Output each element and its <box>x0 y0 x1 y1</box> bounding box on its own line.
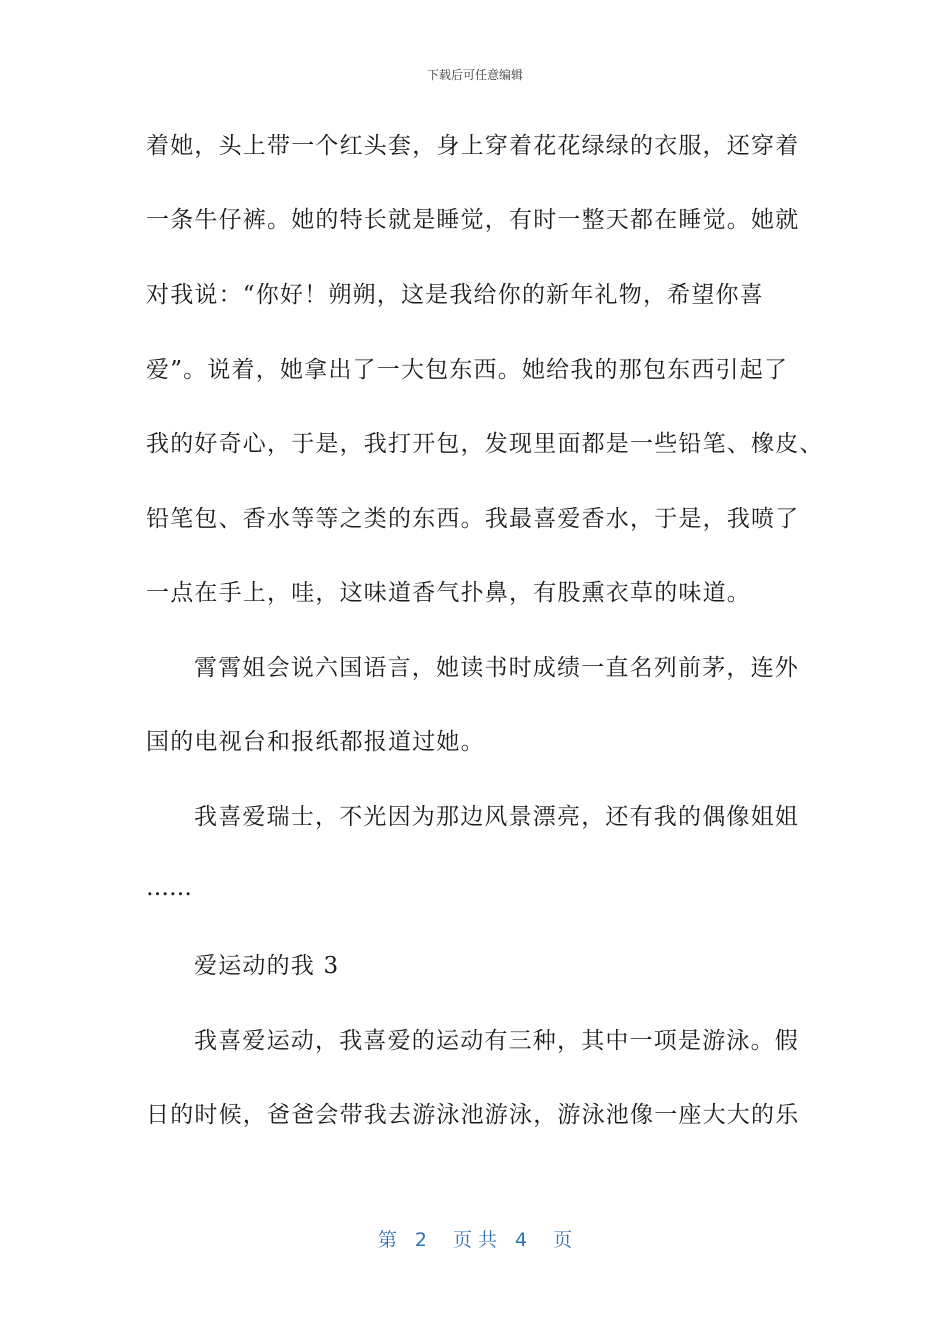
total-pages-number: 4 <box>515 1229 528 1251</box>
footer-middle: 页 共 <box>452 1229 498 1251</box>
footer-prefix: 第 <box>377 1229 397 1251</box>
paragraph-line: 我喜爱运动，我喜爱的运动有三种，其中一项是游泳。假 <box>194 1028 799 1054</box>
section-heading: 爱运动的我 3 <box>194 953 340 979</box>
paragraph-line: 一点在手上，哇，这味道香气扑鼻，有股熏衣草的味道。 <box>146 580 751 606</box>
paragraph-line: 霄霄姐会说六国语言，她读书时成绩一直名列前茅，连外 <box>194 655 799 681</box>
paragraph-line: 日的时候，爸爸会带我去游泳池游泳，游泳池像一座大大的乐 <box>146 1102 800 1128</box>
page-header-note: 下载后可任意编辑 <box>426 68 523 82</box>
page-footer <box>0 1225 950 1252</box>
paragraph-line: 我的好奇心，于是，我打开包，发现里面都是一些铅笔、橡皮、 <box>146 431 824 457</box>
paragraph-line: 对我说：“你好！朔朔，这是我给你的新年礼物，希望你喜 <box>146 282 764 308</box>
paragraph-line: 着她，头上带一个红头套，身上穿着花花绿绿的衣服，还穿着 <box>146 133 800 159</box>
paragraph-line: 我喜爱瑞士，不光因为那边风景漂亮，还有我的偶像姐姐 <box>194 804 799 830</box>
paragraph-line: 爱”。说着，她拿出了一大包东西。她给我的那包东西引起了 <box>146 357 789 383</box>
paragraph-line: 铅笔包、香水等等之类的东西。我最喜爱香水，于是，我喷了 <box>146 506 800 532</box>
current-page-number: 2 <box>414 1229 427 1251</box>
paragraph-line: 国的电视台和报纸都报道过她。 <box>146 729 485 755</box>
ellipsis-line: …… <box>146 875 192 901</box>
footer-suffix: 页 <box>553 1229 573 1251</box>
paragraph-line: 一条牛仔裤。她的特长就是睡觉，有时一整天都在睡觉。她就 <box>146 207 800 233</box>
